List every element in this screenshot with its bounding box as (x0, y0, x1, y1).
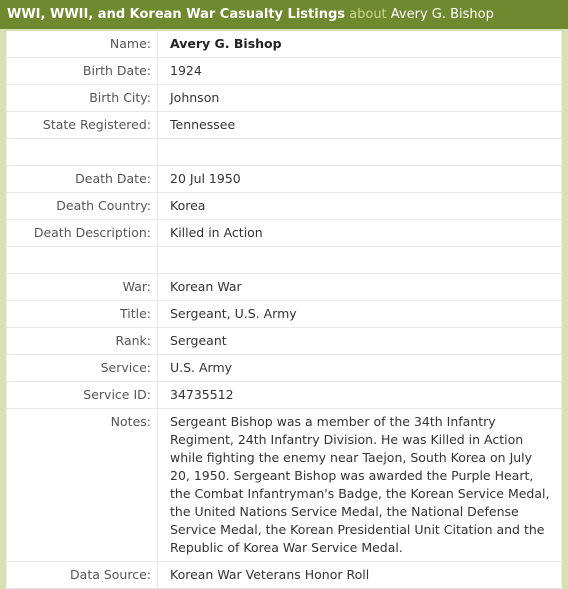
row-death-description (7, 220, 561, 247)
row-service (7, 355, 561, 382)
death-date-label: Death Date: (7, 166, 158, 193)
spacer-row (7, 247, 561, 274)
subject-name: Avery G. Bishop (390, 7, 494, 22)
service-id-label: Service ID: (7, 382, 158, 409)
record-panel (6, 31, 562, 589)
death-country-value: Korea (158, 193, 562, 220)
row-birth-date (7, 58, 561, 85)
birth-city-label: Birth City: (7, 85, 158, 112)
row-death-date (7, 166, 561, 193)
title-label: Title: (7, 301, 158, 328)
service-id-value: 34735512 (158, 382, 562, 409)
service-value: U.S. Army (158, 355, 562, 382)
record-table (7, 31, 561, 589)
row-name (7, 31, 561, 58)
rank-value: Sergeant (158, 328, 562, 355)
spacer-value-cell (158, 139, 562, 166)
state-registered-value: Tennessee (158, 112, 562, 139)
notes-value: Sergeant Bishop was a member of the 34th Infantry Regiment, 24th Infantry Division. He was Killed in Action while fighting the enemy near Taejon, South Korea on July 20, 1950. Sergeant Bishop was awarded the Purple Heart, the Combat Infantryman's Badge, the Korean Service Medal, the United Nations Service Medal, the National Defense Service Medal, the Korean Presidential Unit Citation and the Republic of Korea War Service Medal. (158, 409, 562, 562)
row-title (7, 301, 561, 328)
spacer-label-cell (7, 139, 158, 166)
data-source-value: Korean War Veterans Honor Roll (158, 562, 562, 589)
birth-date-label: Birth Date: (7, 58, 158, 85)
service-label: Service: (7, 355, 158, 382)
about-text: about (349, 7, 387, 22)
death-country-label: Death Country: (7, 193, 158, 220)
row-rank (7, 328, 561, 355)
title-value: Sergeant, U.S. Army (158, 301, 562, 328)
birth-city-value: Johnson (158, 85, 562, 112)
row-death-country (7, 193, 561, 220)
data-source-label: Data Source: (7, 562, 158, 589)
war-value: Korean War (158, 274, 562, 301)
page-header (0, 0, 568, 29)
row-data-source (7, 562, 561, 589)
name-value: Avery G. Bishop (158, 31, 562, 58)
spacer-label-cell (7, 247, 158, 274)
name-label: Name: (7, 31, 158, 58)
spacer-row (7, 139, 561, 166)
war-label: War: (7, 274, 158, 301)
birth-date-value: 1924 (158, 58, 562, 85)
notes-label: Notes: (7, 409, 158, 562)
death-description-value: Killed in Action (158, 220, 562, 247)
row-birth-city (7, 85, 561, 112)
row-war (7, 274, 561, 301)
row-state-registered (7, 112, 561, 139)
row-service-id (7, 382, 561, 409)
page-title: WWI, WWII, and Korean War Casualty Listings (7, 7, 345, 22)
spacer-value-cell (158, 247, 562, 274)
death-description-label: Death Description: (7, 220, 158, 247)
row-notes (7, 409, 561, 562)
rank-label: Rank: (7, 328, 158, 355)
state-registered-label: State Registered: (7, 112, 158, 139)
death-date-value: 20 Jul 1950 (158, 166, 562, 193)
